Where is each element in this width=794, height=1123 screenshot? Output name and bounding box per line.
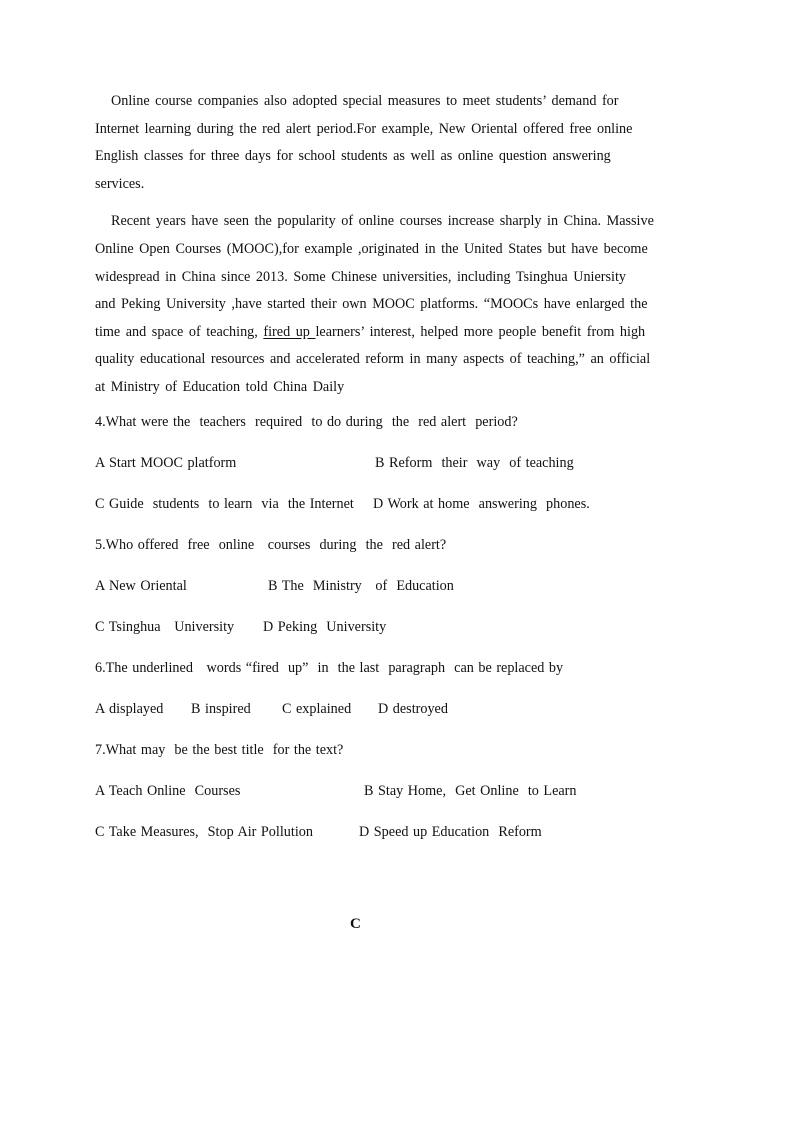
option-a: A Start MOOC platform	[95, 454, 237, 471]
option-c: C Take Measures, Stop Air Pollution	[95, 823, 313, 840]
question-7-options-row-2	[95, 822, 695, 863]
option-d: D destroyed	[378, 700, 448, 717]
text-fragment: time and space of teaching,	[95, 323, 264, 340]
paragraph-line: Internet learning during the red alert period.For example, New Oriental offered free online	[95, 120, 633, 137]
question-4-options-row-1	[95, 453, 695, 494]
option-b: B inspired	[191, 700, 251, 717]
option-d: D Peking University	[263, 618, 387, 635]
question-6-options-row	[95, 699, 695, 740]
text-fragment: learners’ interest, helped more people benefit from high	[315, 323, 646, 340]
paragraph-line: Online Open Courses (MOOC),for example ,originated in the United States but have become	[95, 240, 648, 257]
option-c: C explained	[282, 700, 352, 717]
question-5-stem: 5.Who offered free online courses during the red alert?	[95, 536, 447, 553]
question-6-stem: 6.The underlined words “fired up” in the last paragraph can be replaced by	[95, 659, 564, 676]
document-page	[95, 88, 695, 863]
question-7-stem: 7.What may be the best title for the text?	[95, 741, 344, 758]
question-5-options-row-2	[95, 617, 695, 658]
paragraph-line: widespread in China since 2013. Some Chinese universities, including Tsinghua Uniersity	[95, 268, 626, 285]
underlined-phrase: fired up	[263, 323, 316, 340]
paragraph-line: English classes for three days for school students as well as online question answering	[95, 148, 611, 165]
paragraph-line: and Peking University ,have started their own MOOC platforms. “MOOCs have enlarged the	[95, 296, 648, 313]
option-b: B Reform their way of teaching	[375, 454, 574, 471]
question-7-options-row-1	[95, 781, 695, 822]
paragraph-line: Online course companies also adopted special measures to meet students’ demand for	[111, 93, 619, 109]
option-b: B Stay Home, Get Online to Learn	[364, 782, 577, 799]
option-a: A displayed	[95, 700, 164, 717]
option-a: A New Oriental	[95, 577, 187, 594]
question-5-options-row-1	[95, 576, 695, 617]
option-c: C Guide students to learn via the Internet	[95, 495, 354, 512]
option-d: D Speed up Education Reform	[359, 823, 542, 840]
paragraph-line: Recent years have seen the popularity of online courses increase sharply in China. Massive	[111, 213, 654, 230]
paragraph-online-courses	[95, 88, 695, 198]
question-4-options-row-2	[95, 494, 695, 535]
paragraph-line	[95, 319, 695, 347]
paragraph-line: at Ministry of Education told China Daily	[95, 378, 345, 395]
paragraph-line: services.	[95, 175, 145, 192]
option-b: B The Ministry of Education	[268, 577, 454, 594]
paragraph-line: quality educational resources and accelerated reform in many aspects of teaching,” an official	[95, 351, 651, 368]
question-4-stem: 4.What were the teachers required to do during the red alert period?	[95, 413, 518, 430]
paragraph-mooc	[95, 208, 695, 401]
option-c: C Tsinghua University	[95, 618, 235, 635]
section-heading: C	[350, 916, 361, 932]
option-d: D Work at home answering phones.	[373, 495, 590, 512]
option-a: A Teach Online Courses	[95, 782, 241, 799]
